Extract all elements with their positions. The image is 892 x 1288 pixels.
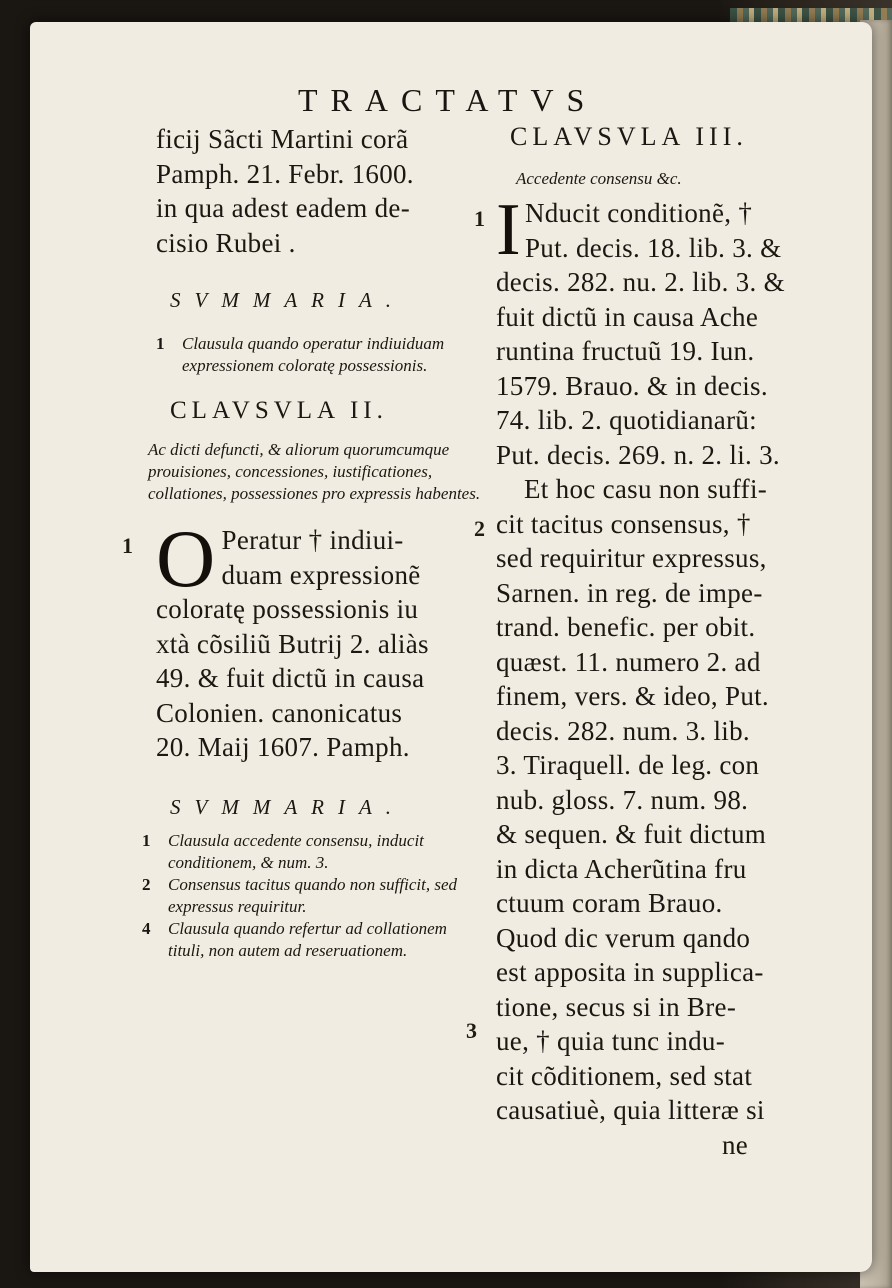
text-line: 20. Maij 1607. Pamph. [156, 732, 410, 762]
text-line: & sequen. & fuit dictum [496, 819, 767, 849]
right-column [466, 122, 846, 1162]
clausula-title: CLAVSVLA II. [170, 397, 388, 424]
text-line: decis. 282. nu. 2. lib. 3. & [496, 267, 785, 297]
running-head: TRACTATVS [298, 82, 598, 118]
text-line: ue, † quia tunc indu- [496, 1026, 725, 1056]
margin-number: 1 [474, 206, 486, 231]
summaria-item [142, 874, 486, 918]
text-line: duam expressionẽ [221, 559, 421, 590]
text-line: Quod dic verum qando [496, 922, 751, 953]
summaria-item-number: 1 [156, 334, 165, 353]
clausula-lemma: Accedente consensu &c. [516, 169, 682, 188]
clausula-body [466, 189, 846, 1162]
text-line: causatiuè, quia litteræ si [496, 1095, 765, 1125]
book-page [30, 22, 872, 1272]
text-line: tione, secus si in Bre- [496, 991, 737, 1022]
text-line: cit tacitus consensus, † [496, 508, 751, 539]
margin-number: 2 [474, 516, 486, 541]
text-line: Pamph. 21. Febr. 1600. [156, 158, 414, 189]
text-line: xtà cõsiliũ Butrij 2. aliàs [156, 628, 429, 659]
drop-cap: I [496, 189, 521, 271]
text-line: in dicta Acherũtina fru [496, 853, 747, 884]
summaria-item-number: 4 [142, 918, 151, 938]
text-line: in qua adest eadem de- [156, 193, 410, 223]
text-line: cit cõditionem, sed stat [496, 1060, 753, 1091]
text-line: coloratę possessionis iu [156, 594, 419, 624]
summaria-item-text: Clausula quando refertur ad collationem tituli, non autem ad reseruationem. [168, 918, 447, 960]
text-line: Nducit conditionẽ, † [524, 198, 753, 228]
summaria-item-text: Clausula quando operatur indiuiduam expressionem coloratę possessionis. [182, 334, 445, 375]
summaria-list [142, 830, 486, 962]
text-line: Peratur † indiui- [221, 525, 404, 555]
text-line: 49. & fuit dictũ in causa [156, 663, 425, 693]
summaria-item-text: Clausula accedente consensu, inducit conditionem, & num. 3. [168, 830, 424, 872]
left-column [122, 122, 486, 962]
summaria-item-number: 1 [142, 830, 151, 850]
text-line: 74. lib. 2. quotidianarũ: [496, 405, 757, 435]
clausula-title: CLAVSVLA III. [510, 122, 748, 151]
text-line: 1579. Brauo. & in decis. [496, 370, 768, 401]
text-line: runtina fructuũ 19. Iun. [496, 336, 755, 366]
text-line: ctuum coram Brauo. [496, 888, 723, 918]
catchword: ne [722, 1129, 749, 1160]
summaria-title: SVMMARIA. [170, 794, 406, 819]
text-line: Colonien. canonicatus [156, 697, 403, 728]
text-line: sed requiritur expressus, [496, 543, 767, 573]
text-line: Put. decis. 18. lib. 3. & [524, 232, 782, 263]
margin-number: 3 [466, 1018, 478, 1043]
text-line: fuit dictũ in causa Ache [496, 301, 759, 332]
text-line: 3. Tiraquell. de leg. con [496, 750, 760, 780]
text-line: cisio Rubei . [156, 227, 296, 258]
summaria-item [142, 830, 486, 874]
text-line: quæst. 11. numero 2. ad [496, 646, 761, 677]
text-line: finem, vers. & ideo, Put. [496, 681, 769, 711]
summaria-item [142, 918, 486, 962]
summaria-item-number: 2 [142, 874, 151, 894]
text-line: Sarnen. in reg. de impe- [496, 577, 763, 608]
text-line: nub. gloss. 7. num. 98. [496, 784, 749, 815]
summaria-item [156, 333, 486, 377]
clausula-body [122, 513, 486, 765]
text-line: est apposita in supplica- [496, 957, 764, 987]
summaria-title: SVMMARIA. [170, 288, 406, 312]
clausula-lemma: Ac dicti defuncti, & aliorum quorumcumque prouisiones, concessiones, iustificationes, collationes, possessiones pro expressis habentes. [148, 440, 481, 503]
summaria-item-text: Consensus tacitus quando non sufficit, sed expressus requiritur. [168, 874, 457, 916]
text-line: Et hoc casu non suffi- [524, 474, 768, 504]
text-line: Put. decis. 269. n. 2. li. 3. [496, 439, 780, 470]
drop-cap: O [156, 513, 216, 604]
text-line: ficij Sãcti Martini corã [156, 124, 409, 154]
text-line: decis. 282. num. 3. lib. [496, 715, 750, 746]
text-line: trand. benefic. per obit. [496, 612, 756, 642]
opening-lines [156, 122, 486, 260]
margin-number: 1 [122, 533, 134, 558]
